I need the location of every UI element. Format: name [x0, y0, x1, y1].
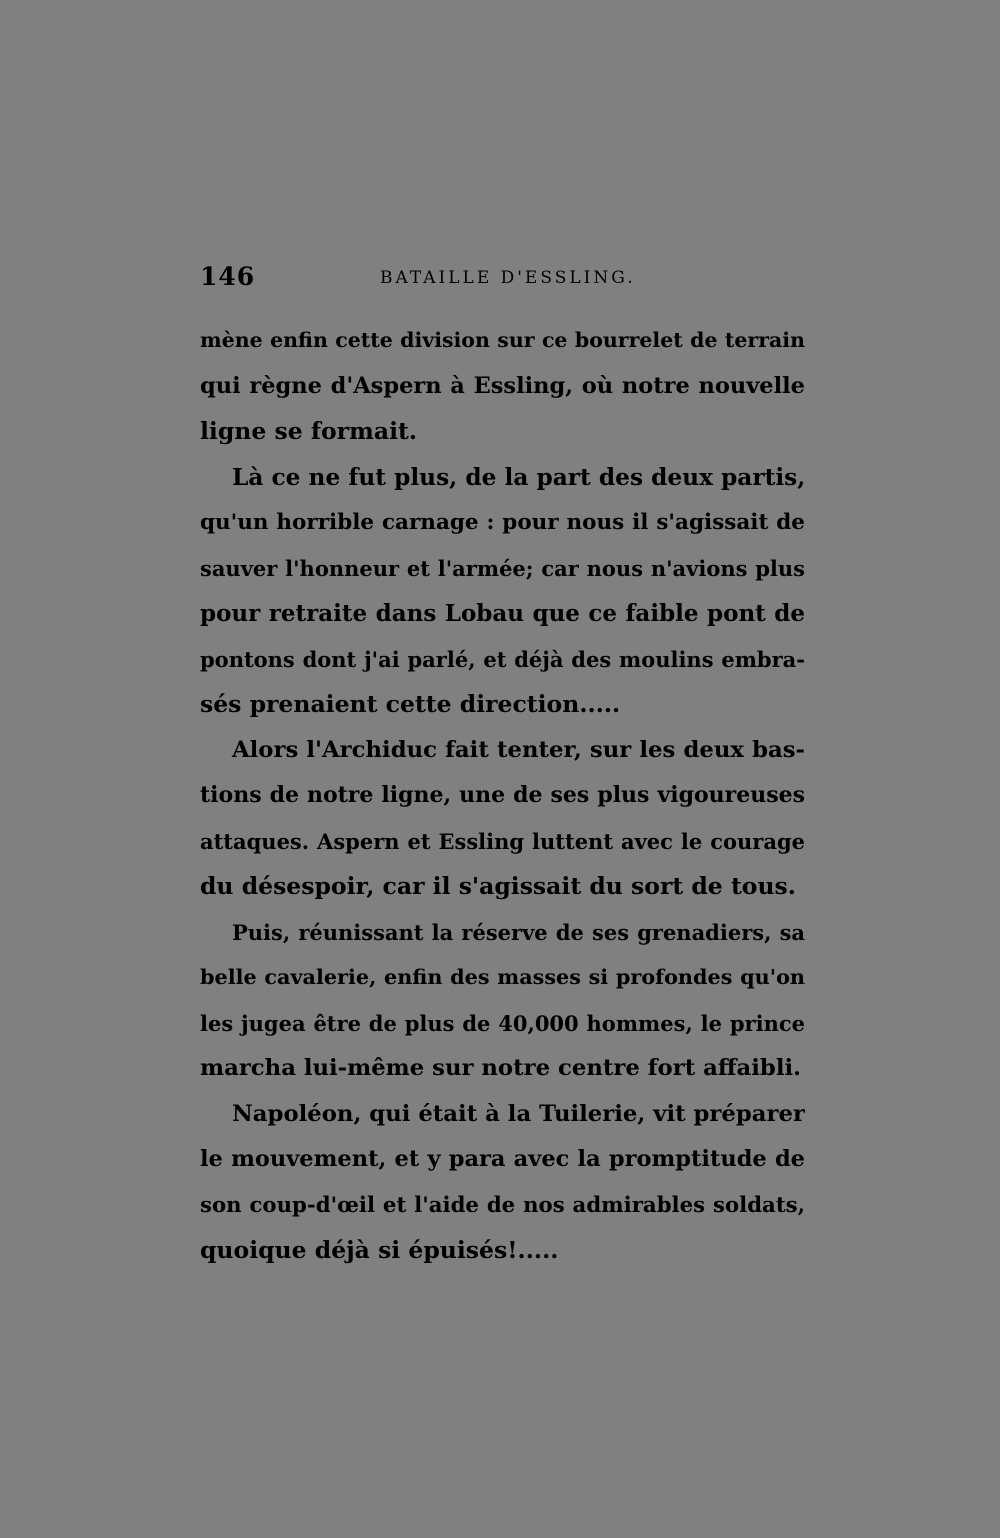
text-line: sés prenaient cette direction.....	[200, 690, 621, 718]
text-line: ligne se formait.	[200, 417, 418, 445]
text-line: Puis, réunissant la réserve de ses grenadiers, sa	[232, 919, 805, 945]
text-line: pontons dont j'ai parlé, et déjà des moulins embra-	[200, 646, 805, 672]
text-line: du désespoir, car il s'agissait du sort de tous.	[200, 872, 796, 900]
text-line: le mouvement, et y para avec la promptitude de	[200, 1146, 805, 1172]
text-line: marcha lui-même sur notre centre fort affaibli.	[200, 1055, 802, 1081]
text-line: Napoléon, qui était à la Tuilerie, vit préparer	[232, 1100, 805, 1127]
text-line: Là ce ne fut plus, de la part des deux partis,	[232, 463, 805, 491]
text-line: qui règne d'Aspern à Essling, où notre nouvelle	[200, 372, 805, 399]
text-line: les jugea être de plus de 40,000 hommes, le prince	[200, 1010, 805, 1036]
text-line: mène enfin cette division sur ce bourrelet de terrain	[200, 328, 805, 352]
text-line: pour retraite dans Lobau que ce faible pont de	[200, 600, 805, 627]
text-line: tions de notre ligne, une de ses plus vigoureuses	[200, 782, 805, 808]
text-line: Alors l'Archiduc fait tenter, sur les deux bas-	[232, 736, 805, 763]
text-line: quoique déjà si épuisés!.....	[200, 1236, 559, 1264]
page-number: 146	[200, 262, 256, 291]
text-line: sauver l'honneur et l'armée; car nous n'avions plus	[200, 555, 805, 581]
text-line: attaques. Aspern et Essling luttent avec le courage	[200, 828, 805, 854]
body-text	[200, 318, 805, 1274]
text-line: belle cavalerie, enfin des masses si profondes qu'on	[200, 965, 805, 989]
running-title: BATAILLE D'ESSLING.	[380, 268, 636, 288]
text-line: qu'un horrible carnage : pour nous il s'agissait de	[200, 510, 805, 535]
running-head	[200, 262, 805, 298]
text-line: son coup-d'œil et l'aide de nos admirables soldats,	[200, 1192, 805, 1218]
